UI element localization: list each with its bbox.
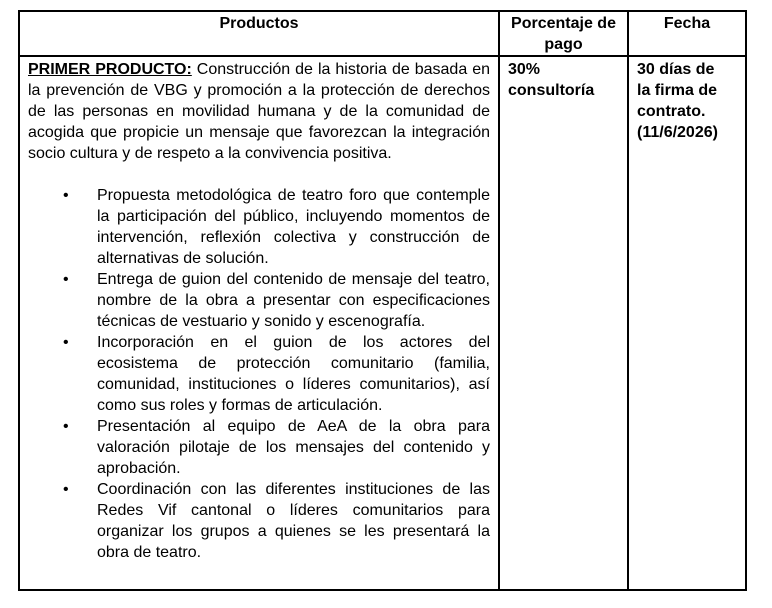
bullet-item: • Propuesta metodológica de teatro foro que contemple la participación del público, incluyendo momentos de intervención, reflexión colectiva y construcción de alternativas de solución. <box>28 185 490 269</box>
product-title: PRIMER PRODUCTO: <box>28 61 192 78</box>
cell-fecha: 30 días de la firma de contrato. (11/6/2026) <box>628 56 746 590</box>
header-porcentaje-de-pago: Porcentaje de pago <box>499 11 628 56</box>
header-fecha: Fecha <box>628 11 746 56</box>
product-description <box>28 59 490 164</box>
header-productos: Productos <box>19 11 499 56</box>
bullet-item: • Coordinación con las diferentes instituciones de las Redes Vif cantonal o líderes comunitarios para organizar los grupos a quienes se les presentará la obra de teatro. <box>28 479 490 563</box>
products-table <box>18 10 747 591</box>
cell-productos <box>19 56 499 590</box>
cell-porcentaje-pago: 30% consultoría <box>499 56 628 590</box>
bullet-item: • Incorporación en el guion de los actores del ecosistema de protección comunitario (familia, comunidad, instituciones o líderes comunitarios), así como sus roles y formas de articulación. <box>28 332 490 416</box>
header-row <box>19 11 746 56</box>
table-row <box>19 56 746 590</box>
bullet-item: • Presentación al equipo de AeA de la obra para valoración pilotaje de los mensajes del contenido y aprobación. <box>28 416 490 479</box>
bullet-item: • Entrega de guion del contenido de mensaje del teatro, nombre de la obra a presentar con especificaciones técnicas de vestuario y sonido y escenografía. <box>28 269 490 332</box>
product-intro-text: Construcción de la historia de basada en la prevención de VBG y promoción a la protección de derechos de las personas en movilidad humana y de la comunidad de acogida que propicie un mensaje que favorezcan la integración socio cultura y de respeto a la convivencia positiva. <box>28 61 490 162</box>
product-bullet-list <box>28 185 490 563</box>
